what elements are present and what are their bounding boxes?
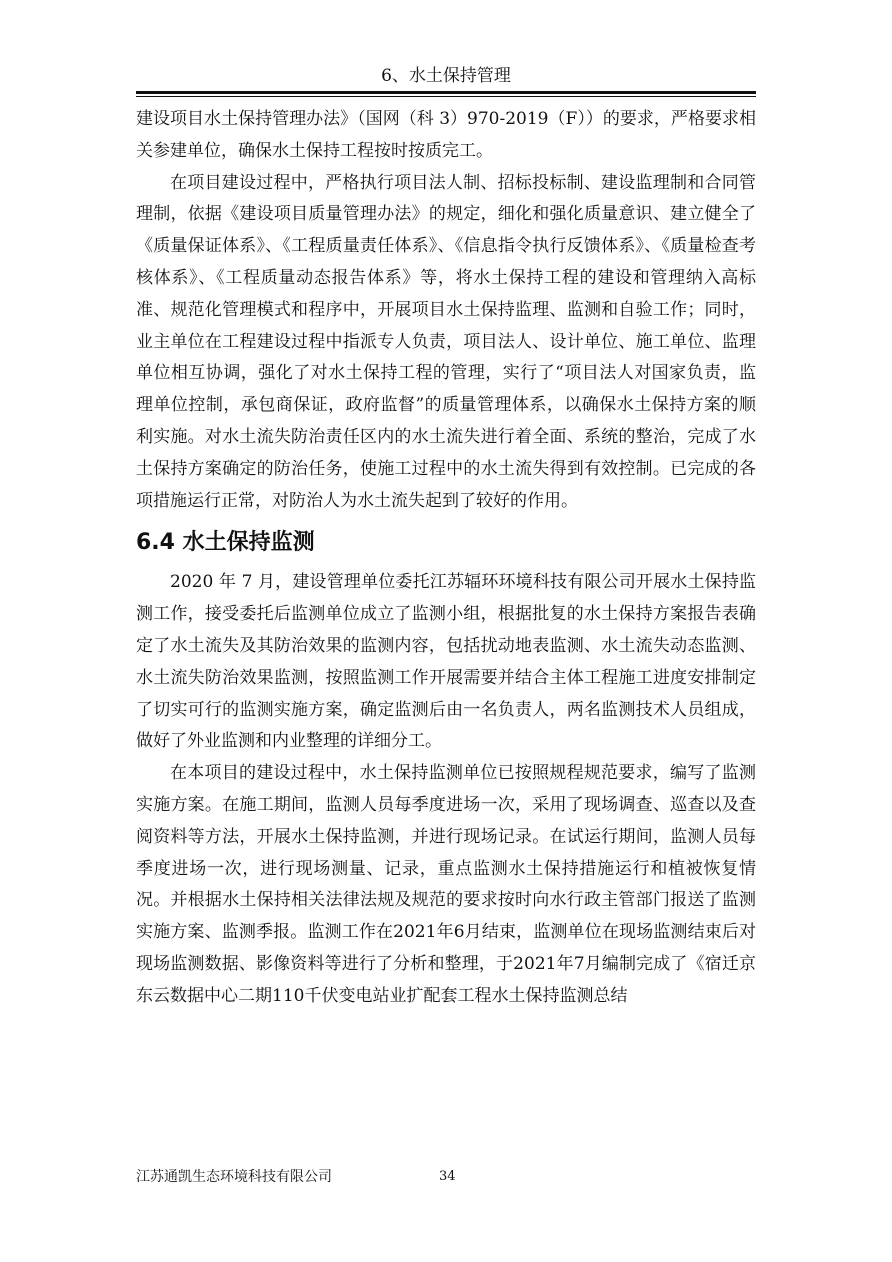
paragraph-monitoring-commission: 2020 年 7 月，建设管理单位委托江苏辐环环境科技有限公司开展水土保持监测工作，接受委托后监测单位成立了监测小组，根据批复的水土保持方案报告表确定了水土流失及其防治效果的监测内容，包括扰动地表监测、水土流失动态监测、水土流失防治效果监测，按照监测工作开展需要并结合主体工程施工进度安排制定了切实可行的监测实施方案，确定监测后由一名负责人，两名监测技术人员组成，做好了外业监测和内业整理的详细分工。	[136, 572, 756, 752]
paragraph-quality-management: 在项目建设过程中，严格执行项目法人制、招标投标制、建设监理制和合同管理制，依据《建设项目质量管理办法》的规定，细化和强化质量意识、建立健全了《质量保证体系》、《工程质量责任体系》、《信息指令执行反馈体系》、《质量检查考核体系》、《工程质量动态报告体系》等，将水土保持工程的建设和管理纳入高标准、规范化管理模式和程序中，开展项目水土保持监理、监测和自验工作；同时，业主单位在工程建设过程中指派专人负责，项目法人、设计单位、施工单位、监理单位相互协调，强化了对水土保持工程的管理，实行了“项目法人对国家负责，监理单位控制，承包商保证，政府监督”的质量管理体系，以确保水土保持方案的顺利实施。对水土流失防治责任区内的水土流失进行着全面、系统的整治，完成了水土保持方案确定的防治任务，使施工过程中的水土流失得到有效控制。已完成的各项措施运行正常，对防治人为水土流失起到了较好的作用。	[136, 172, 756, 511]
section-heading: 6.4 水土保持监测	[136, 530, 315, 556]
header-rule-thin	[136, 96, 756, 97]
header-rule-thick	[136, 91, 756, 94]
footer-company: 江苏通凯生态环境科技有限公司	[136, 1169, 332, 1185]
page-number: 34	[439, 1169, 456, 1184]
page-body	[136, 104, 756, 1013]
paragraph-monitoring-process: 在本项目的建设过程中，水土保持监测单位已按照规程规范要求，编写了监测实施方案。在施工期间，监测人员每季度进场一次，采用了现场调查、巡查以及查阅资料等方法，开展水土保持监测，并进行现场记录。在试运行期间，监测人员每季度进场一次，进行现场测量、记录，重点监测水土保持措施运行和植被恢复情况。并根据水土保持相关法律法规及规范的要求按时向水行政主管部门报送了监测实施方案、监测季报。监测工作在2021年6月结束，监测单位在现场监测结束后对现场监测数据、影像资料等进行了分析和整理，于2021年7月编制完成了《宿迁京东云数据中心二期110千伏变电站业扩配套工程水土保持监测总结	[136, 763, 756, 1006]
chapter-header: 6、水土保持管理	[381, 66, 511, 86]
paragraph-continuation: 建设项目水土保持管理办法》（国网（科 3）970-2019（F））的要求，严格要求相关参建单位，确保水土保持工程按时按质完工。	[136, 109, 756, 161]
